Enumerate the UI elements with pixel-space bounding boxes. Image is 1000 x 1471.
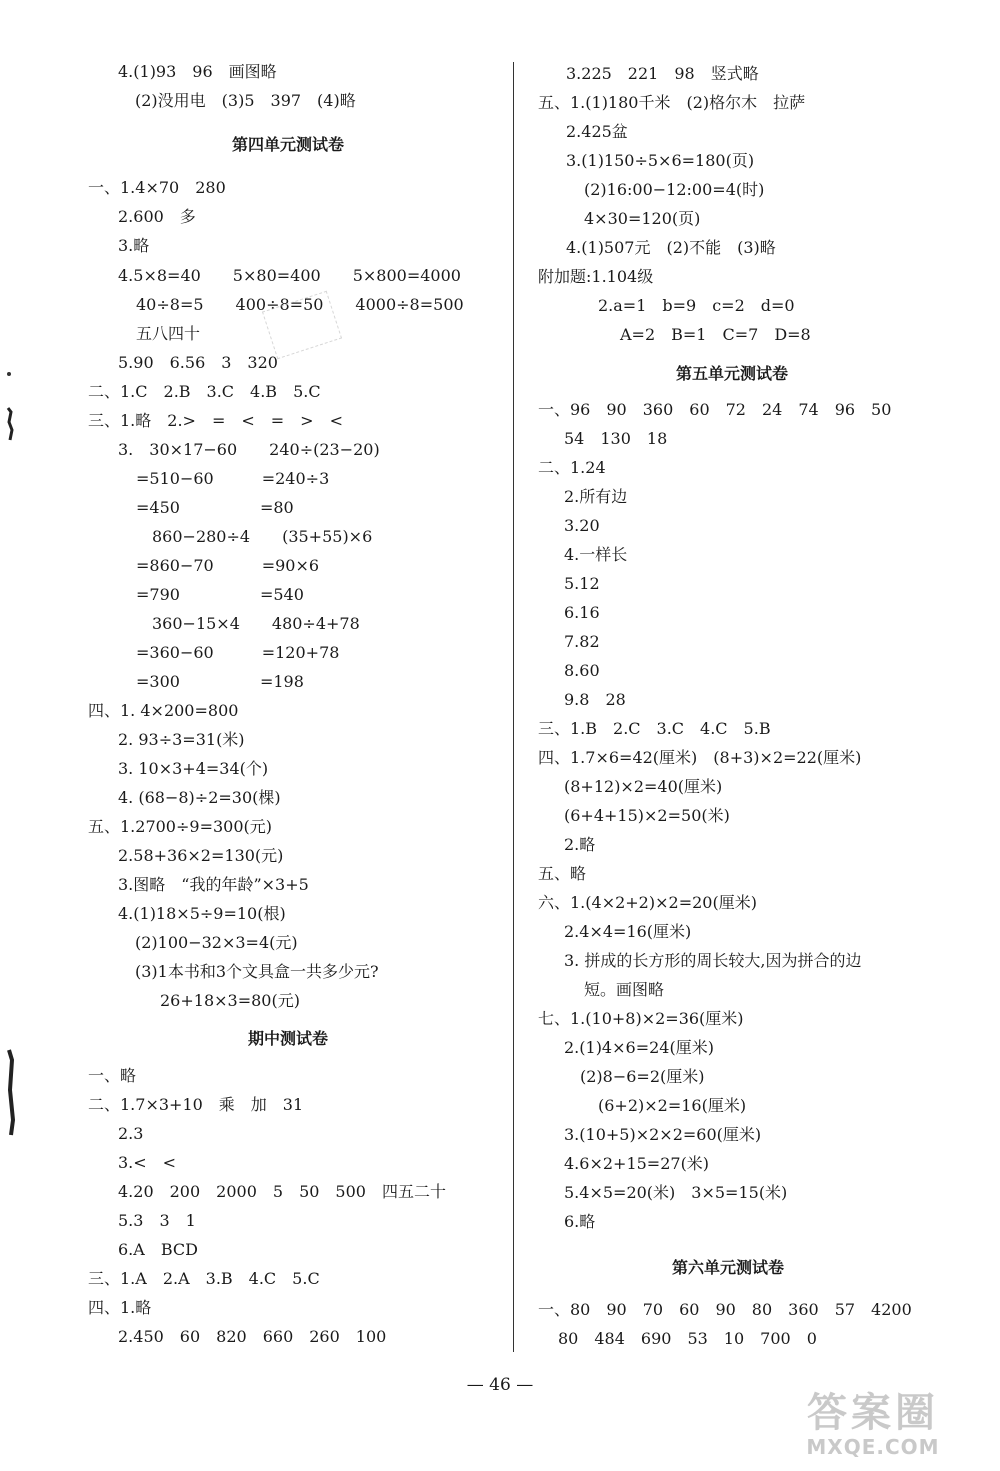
answer-line: 26+18×3=80(元): [160, 991, 300, 1010]
scan-specks: [3, 360, 17, 1140]
answer-line: 2.3: [118, 1124, 144, 1143]
answer-line: 40÷8=5 400÷8=50 4000÷8=500: [136, 295, 464, 314]
answer-line: 3.(10+5)×2×2=60(厘米): [564, 1125, 762, 1144]
answer-line: 4.20 200 2000 5 50 500 四五二十: [118, 1182, 446, 1201]
answer-line: (2)8−6=2(厘米): [580, 1067, 705, 1086]
answer-line: 80 484 690 53 10 700 0: [558, 1329, 817, 1348]
watermark-logo-text: 答案圈: [807, 1390, 939, 1436]
answer-line: (2)16:00−12:00=4(时): [584, 180, 765, 199]
answer-line: (6+2)×2=16(厘米): [598, 1096, 747, 1115]
answer-line: 三、1.B 2.C 3.C 4.C 5.B: [538, 719, 771, 738]
answer-line: 四、1.7×6=42(厘米) (8+3)×2=22(厘米): [538, 748, 862, 767]
answer-line: 9.8 28: [564, 690, 626, 709]
answer-line: (6+4+15)×2=50(米): [564, 806, 730, 825]
answer-line: 一、略: [88, 1066, 137, 1085]
answer-line: 4.(1)18×5÷9=10(根): [118, 904, 286, 923]
answer-line: 6.略: [564, 1212, 596, 1231]
answer-line: 5.90 6.56 3 320: [118, 353, 278, 372]
answer-line: 4.(1)93 96 画图略: [118, 62, 277, 81]
answer-line: 860−280÷4 (35+55)×6: [152, 527, 373, 546]
answer-line: 54 130 18: [564, 429, 668, 448]
answer-line: 五、1.2700÷9=300(元): [88, 817, 273, 836]
answer-line: 4×30=120(页): [584, 209, 701, 228]
answer-line: 短。画图略: [584, 980, 665, 999]
answer-line: 四、1. 4×200=800: [88, 701, 239, 720]
answer-line: =450 =80: [136, 498, 294, 517]
answer-line: 一、96 90 360 60 72 24 74 96 50: [538, 400, 892, 419]
answer-line: 3.略: [118, 236, 150, 255]
answer-line: 3. 拼成的长方形的周长较大,因为拼合的边: [564, 951, 862, 970]
answer-line: 三、1.A 2.A 3.B 4.C 5.C: [88, 1269, 320, 1288]
answer-line: 360−15×4 480÷4+78: [152, 614, 360, 633]
answer-line: 3.225 221 98 竖式略: [566, 64, 759, 83]
answer-line: 五、略: [538, 864, 587, 883]
answer-line: 三、1.略 2.> = < = > <: [88, 411, 343, 430]
section-title-unit5: 第五单元测试卷: [675, 364, 788, 383]
answer-line: 4.6×2+15=27(米): [564, 1154, 710, 1173]
section-title-unit6: 第六单元测试卷: [671, 1258, 784, 1277]
answer-line: 七、1.(10+8)×2=36(厘米): [538, 1009, 744, 1028]
answer-line: 二、1.7×3+10 乘 加 31: [88, 1095, 304, 1114]
column-divider: [513, 62, 514, 1352]
answer-line: (8+12)×2=40(厘米): [564, 777, 723, 796]
answer-line: 3.(1)150÷5×6=180(页): [566, 151, 755, 170]
answer-line: 2.所有边: [564, 487, 628, 506]
answer-line: 5.12: [564, 574, 600, 593]
answer-line: 五八四十: [136, 324, 201, 343]
answer-line: 3. 30×17−60 240÷(23−20): [118, 440, 380, 459]
answer-line: 6.16: [564, 603, 600, 622]
answer-line: 二、1.24: [538, 458, 606, 477]
answer-line: 2.600 多: [118, 207, 196, 226]
answer-line: =360−60 =120+78: [136, 643, 340, 662]
answer-line: 2.a=1 b=9 c=2 d=0: [598, 296, 795, 315]
answer-line: 2.略: [564, 835, 596, 854]
answer-line: 5.4×5=20(米) 3×5=15(米): [564, 1183, 788, 1202]
answer-line: 2.58+36×2=130(元): [118, 846, 284, 865]
answer-line: 8.60: [564, 661, 600, 680]
answer-line: 2.4×4=16(厘米): [564, 922, 692, 941]
watermark-url: MXQE.COM: [806, 1435, 940, 1459]
answer-line: 2.450 60 820 660 260 100: [118, 1327, 387, 1346]
answer-line: 四、1.略: [88, 1298, 152, 1317]
answer-line: (2)100−32×3=4(元): [135, 933, 298, 952]
answer-line: =510−60 =240÷3: [136, 469, 330, 488]
answer-line: =300 =198: [136, 672, 304, 691]
answer-line: 4.5×8=40 5×80=400 5×800=4000: [118, 266, 461, 285]
section-title-midterm: 期中测试卷: [247, 1029, 328, 1048]
answer-line: 4. (68−8)÷2=30(棵): [118, 788, 281, 807]
answer-line: (2)没用电 (3)5 397 (4)略: [135, 91, 356, 110]
answer-line: 6.A BCD: [118, 1240, 198, 1259]
answer-line: 六、1.(4×2+2)×2=20(厘米): [538, 893, 757, 912]
answer-line: =860−70 =90×6: [136, 556, 320, 575]
answer-line: 4.一样长: [564, 545, 628, 564]
answer-line: A=2 B=1 C=7 D=8: [620, 325, 811, 344]
answer-line: 二、1.C 2.B 3.C 4.B 5.C: [88, 382, 321, 401]
answer-line: 2.(1)4×6=24(厘米): [564, 1038, 714, 1057]
answer-line: 五、1.(1)180千米 (2)格尔木 拉萨: [538, 93, 806, 112]
answer-line: 3.< <: [118, 1153, 177, 1172]
page-number: — 46 —: [466, 1375, 534, 1395]
answer-line: 3. 10×3+4=34(个): [118, 759, 269, 778]
section-title-unit4: 第四单元测试卷: [231, 135, 344, 154]
answer-line: 一、80 90 70 60 90 80 360 57 4200: [538, 1300, 912, 1319]
answer-line: 2. 93÷3=31(米): [118, 730, 245, 749]
answer-line: 2.425盆: [566, 122, 628, 141]
watermark-logo: [768, 1390, 978, 1460]
answer-line: 4.(1)507元 (2)不能 (3)略: [566, 238, 776, 257]
answer-line: 3.图略 “我的年龄”×3+5: [118, 875, 309, 894]
answer-line: (3)1本书和3个文具盒一共多少元?: [135, 962, 379, 981]
answer-line: 一、1.4×70 280: [88, 178, 226, 197]
answer-line: 3.20: [564, 516, 600, 535]
answer-line: =790 =540: [136, 585, 304, 604]
answer-line: 7.82: [564, 632, 600, 651]
answer-line: 5.3 3 1: [118, 1211, 196, 1230]
answer-line: 附加题:1.104级: [538, 267, 654, 286]
